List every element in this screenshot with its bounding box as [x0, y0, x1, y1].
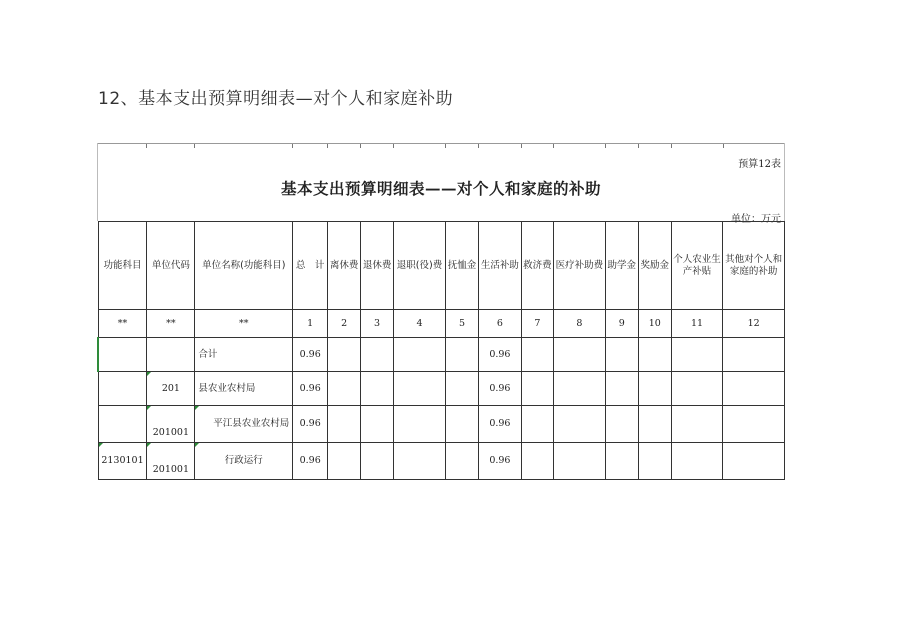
empty-cell[interactable] [394, 443, 446, 480]
empty-cell[interactable] [638, 338, 671, 372]
empty-cell[interactable] [553, 443, 605, 480]
table-row [98, 372, 785, 406]
empty-cell[interactable] [394, 338, 446, 372]
header-row [98, 222, 785, 310]
table-row [98, 338, 785, 372]
empty-cell[interactable] [361, 372, 394, 406]
column-number[interactable]: 11 [671, 310, 723, 338]
column-number[interactable]: 8 [553, 310, 605, 338]
function-code-cell[interactable] [98, 372, 147, 406]
empty-cell[interactable] [553, 338, 605, 372]
column-number[interactable]: 6 [478, 310, 521, 338]
empty-cell[interactable] [445, 443, 478, 480]
column-number[interactable]: 9 [605, 310, 638, 338]
empty-cell[interactable] [328, 372, 361, 406]
empty-cell[interactable] [605, 406, 638, 443]
function-code-cell[interactable] [98, 338, 147, 372]
empty-cell[interactable] [638, 406, 671, 443]
header-cell[interactable]: 总 计 [293, 222, 328, 310]
unit-name-cell[interactable]: 行政运行 [195, 443, 293, 480]
header-cell[interactable]: 功能科目 [98, 222, 147, 310]
header-cell[interactable]: 医疗补助费 [553, 222, 605, 310]
header-cell[interactable]: 救济费 [521, 222, 553, 310]
column-number[interactable]: 12 [723, 310, 785, 338]
column-header-strip [97, 143, 785, 149]
empty-cell[interactable] [638, 372, 671, 406]
header-cell[interactable]: 单位名称(功能科目) [195, 222, 293, 310]
header-cell[interactable]: 单位代码 [147, 222, 195, 310]
header-cell[interactable]: 离休费 [328, 222, 361, 310]
empty-cell[interactable] [605, 443, 638, 480]
column-number[interactable]: 10 [638, 310, 671, 338]
unit-code-cell[interactable]: 201001 [147, 406, 195, 443]
empty-cell[interactable] [394, 406, 446, 443]
empty-cell[interactable] [521, 406, 553, 443]
unit-name-cell[interactable]: 平江县农业农村局 [195, 406, 293, 443]
empty-cell[interactable] [671, 338, 723, 372]
empty-cell[interactable] [605, 372, 638, 406]
unit-code-cell[interactable]: 201 [147, 372, 195, 406]
table-row [98, 406, 785, 443]
column-number[interactable]: 3 [361, 310, 394, 338]
unit-code-cell[interactable]: 201001 [147, 443, 195, 480]
empty-cell[interactable] [671, 372, 723, 406]
empty-cell[interactable] [638, 443, 671, 480]
column-number[interactable]: 7 [521, 310, 553, 338]
unit-name-cell[interactable]: 合计 [195, 338, 293, 372]
living-subsidy-cell[interactable]: 0.96 [478, 406, 521, 443]
living-subsidy-cell[interactable]: 0.96 [478, 338, 521, 372]
unit-name-cell[interactable]: 县农业农村局 [195, 372, 293, 406]
header-cell[interactable]: 个人农业生产补贴 [671, 222, 723, 310]
empty-cell[interactable] [328, 406, 361, 443]
budget-table [97, 221, 785, 480]
empty-cell[interactable] [394, 372, 446, 406]
empty-cell[interactable] [521, 372, 553, 406]
empty-cell[interactable] [328, 443, 361, 480]
header-cell[interactable]: 助学金 [605, 222, 638, 310]
empty-cell[interactable] [521, 338, 553, 372]
empty-cell[interactable] [521, 443, 553, 480]
total-cell[interactable]: 0.96 [293, 372, 328, 406]
empty-cell[interactable] [605, 338, 638, 372]
header-cell[interactable]: 抚恤金 [445, 222, 478, 310]
empty-cell[interactable] [361, 338, 394, 372]
total-cell[interactable]: 0.96 [293, 443, 328, 480]
column-number[interactable]: 4 [394, 310, 446, 338]
empty-cell[interactable] [671, 443, 723, 480]
column-number[interactable]: ** [147, 310, 195, 338]
table-row [98, 443, 785, 480]
empty-cell[interactable] [553, 372, 605, 406]
total-cell[interactable]: 0.96 [293, 406, 328, 443]
column-number[interactable]: ** [98, 310, 147, 338]
column-number-row [98, 310, 785, 338]
empty-cell[interactable] [445, 338, 478, 372]
empty-cell[interactable] [361, 443, 394, 480]
unit-code-cell[interactable] [147, 338, 195, 372]
page-heading: 12、基本支出预算明细表—对个人和家庭补助 [98, 89, 454, 109]
empty-cell[interactable] [671, 406, 723, 443]
column-number[interactable]: ** [195, 310, 293, 338]
header-cell[interactable]: 奖励金 [638, 222, 671, 310]
column-number[interactable]: 2 [328, 310, 361, 338]
table-title: 基本支出预算明细表——对个人和家庭的补助 [280, 179, 601, 198]
empty-cell[interactable] [723, 406, 785, 443]
column-number[interactable]: 1 [293, 310, 328, 338]
header-cell[interactable]: 退休费 [361, 222, 394, 310]
empty-cell[interactable] [328, 338, 361, 372]
empty-cell[interactable] [723, 372, 785, 406]
empty-cell[interactable] [445, 406, 478, 443]
function-code-cell[interactable] [98, 406, 147, 443]
unit-label: 单位：万元 [731, 214, 781, 225]
empty-cell[interactable] [723, 443, 785, 480]
budget-sheet [97, 143, 785, 474]
empty-cell[interactable] [361, 406, 394, 443]
function-code-cell[interactable]: 2130101 [98, 443, 147, 480]
empty-cell[interactable] [553, 406, 605, 443]
empty-cell[interactable] [445, 372, 478, 406]
total-cell[interactable]: 0.96 [293, 338, 328, 372]
living-subsidy-cell[interactable]: 0.96 [478, 443, 521, 480]
table-number-tag: 预算12表 [738, 159, 781, 170]
header-cell[interactable]: 退职(役)费 [394, 222, 446, 310]
living-subsidy-cell[interactable]: 0.96 [478, 372, 521, 406]
column-number[interactable]: 5 [445, 310, 478, 338]
header-cell[interactable]: 其他对个人和家庭的补助 [723, 222, 785, 310]
header-cell[interactable]: 生活补助 [478, 222, 521, 310]
empty-cell[interactable] [723, 338, 785, 372]
